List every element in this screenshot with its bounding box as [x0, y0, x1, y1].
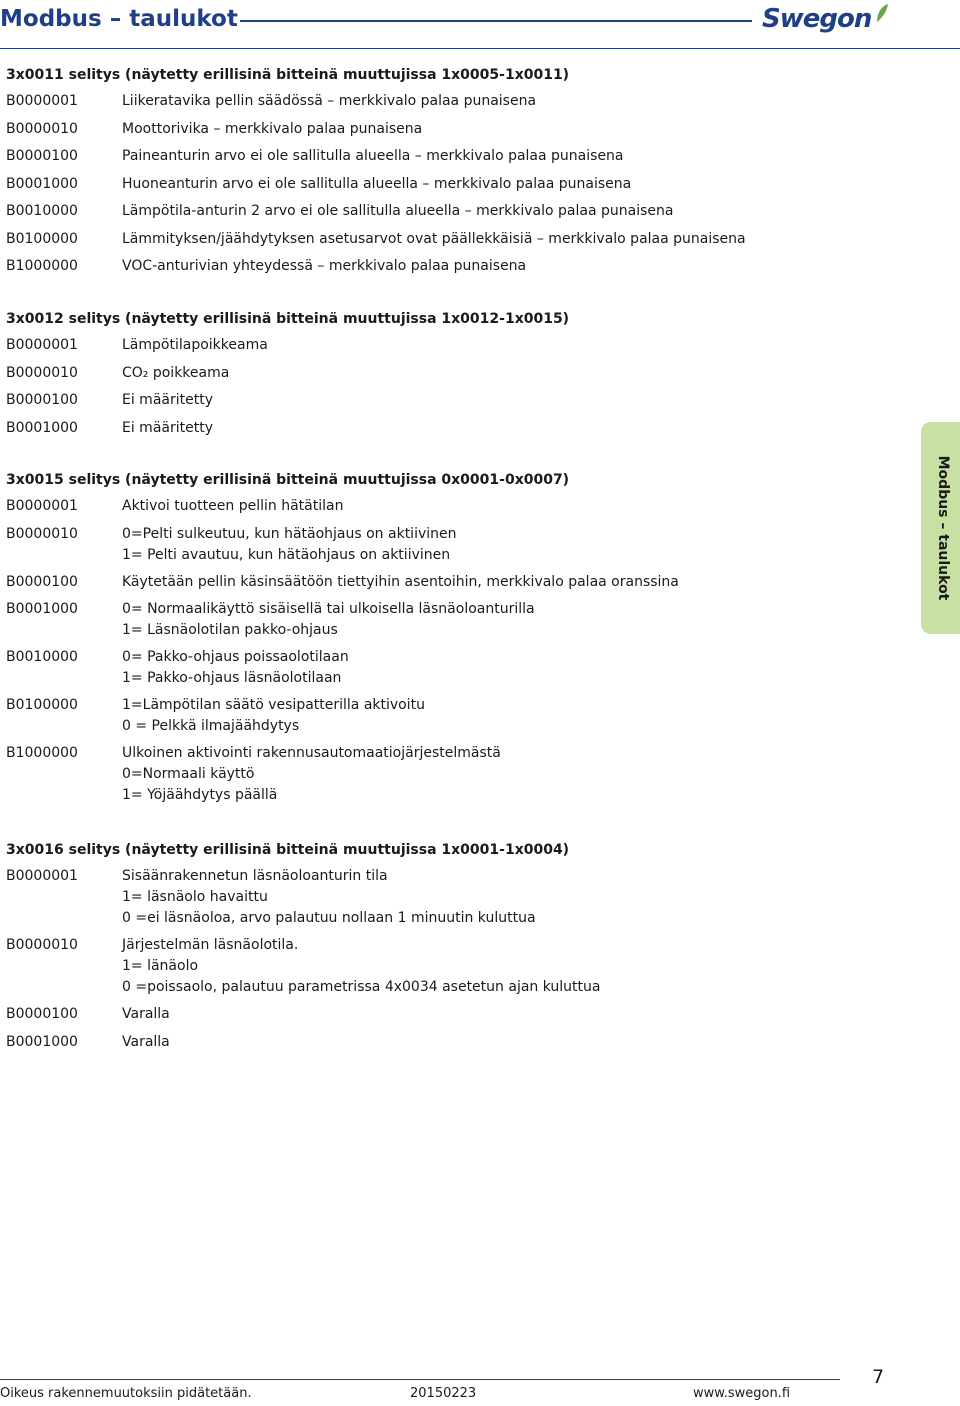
table-row	[6, 745, 906, 815]
bit-description: 0=Normaali käyttö	[122, 766, 255, 782]
table-row	[6, 231, 906, 259]
footer-date: 20150223	[410, 1386, 477, 1401]
bit-description: Aktivoi tuotteen pellin hätätilan	[122, 498, 344, 514]
table-row	[6, 1034, 906, 1062]
bit-code: B0000100	[6, 1006, 78, 1022]
table-row	[6, 574, 906, 602]
bit-code: B0000010	[6, 525, 78, 542]
bit-code: B0000001	[6, 337, 78, 353]
bit-description: Lämpötila-anturin 2 arvo ei ole sallitulla alueella – merkkivalo palaa punaisena	[122, 203, 674, 219]
bit-description: 0 =ei läsnäoloa, arvo palautuu nollaan 1 minuutin kuluttua	[122, 910, 536, 926]
bit-description: Käytetään pellin käsinsäätöön tiettyihin asentoihin, merkkivalo palaa oranssina	[122, 573, 679, 590]
bit-description: 1= Pakko-ohjaus läsnäolotilaan	[122, 670, 342, 686]
bit-code: B0000001	[6, 498, 78, 514]
section-title: 3x0012 selitys (näytetty erillisinä bitteinä muuttujissa 1x0012-1x0015)	[6, 311, 570, 327]
bit-description: 0= Pakko-ohjaus poissaolotilaan	[122, 649, 349, 665]
bit-description: 0=Pelti sulkeutuu, kun hätäohjaus on aktiivinen	[122, 525, 457, 542]
table-row	[6, 203, 906, 231]
bit-code: B0001000	[6, 601, 78, 617]
table-row	[6, 526, 906, 574]
bit-code: B0010000	[6, 203, 78, 219]
side-tab	[921, 422, 960, 634]
bit-description: Lämmityksen/jäähdytyksen asetusarvot ovat päällekkäisiä – merkkivalo palaa punaisena	[122, 230, 746, 247]
footer-rights: Oikeus rakennemuutoksiin pidätetään.	[0, 1386, 252, 1401]
bit-code: B0000100	[6, 148, 78, 164]
table-row	[6, 176, 906, 204]
table-row	[6, 697, 906, 745]
table-row	[6, 121, 906, 149]
bit-code: B0000010	[6, 120, 78, 137]
leaf-icon	[874, 2, 890, 24]
table-row	[6, 1006, 906, 1034]
table-row	[6, 420, 906, 448]
bit-description: 0= Normaalikäyttö sisäisellä tai ulkoisella läsnäoloanturilla	[122, 601, 535, 617]
table-row	[6, 601, 906, 649]
bit-description: Järjestelmän läsnäolotila.	[122, 937, 299, 953]
table-row	[6, 868, 906, 937]
bit-description: 1= Läsnäolotilan pakko-ohjaus	[122, 622, 338, 638]
section-title: 3x0011 selitys (näytetty erillisinä bitteinä muuttujissa 1x0005-1x0011)	[6, 67, 570, 83]
footer-rule	[0, 1379, 840, 1380]
table-row	[6, 937, 906, 1006]
bit-code: B0100000	[6, 230, 78, 247]
bit-code: B1000000	[6, 745, 78, 761]
swegon-logo	[762, 0, 892, 44]
bit-description: 0 =poissaolo, palautuu parametrissa 4x0034 asetetun ajan kuluttua	[122, 979, 601, 995]
bit-description: Ei määritetty	[122, 419, 213, 436]
section-3x0015	[6, 471, 906, 815]
bit-description: Sisäänrakennetun läsnäoloanturin tila	[122, 868, 388, 884]
table-row	[6, 649, 906, 697]
table-row	[6, 258, 906, 286]
bit-description: Ulkoinen aktivointi rakennusautomaatiojärjestelmästä	[122, 745, 501, 761]
footer-url: www.swegon.fi	[693, 1386, 791, 1401]
table-row	[6, 498, 906, 526]
bit-description: 0 = Pelkkä ilmajäähdytys	[122, 718, 300, 734]
section-title: 3x0015 selitys (näytetty erillisinä bitteinä muuttujissa 0x0001-0x0007)	[6, 472, 570, 488]
section-title: 3x0016 selitys (näytetty erillisinä bitteinä muuttujissa 1x0001-1x0004)	[6, 842, 570, 858]
bit-code: B0000010	[6, 364, 78, 381]
bit-code: B0001000	[6, 1033, 78, 1050]
bit-code: B0001000	[6, 419, 78, 436]
bit-code: B0000001	[6, 93, 78, 109]
bit-code: B0100000	[6, 697, 78, 713]
logo-text: Swegon	[762, 4, 872, 34]
bit-description: Moottorivika – merkkivalo palaa punaisena	[122, 120, 423, 137]
section-3x0012	[6, 310, 906, 447]
bit-description: 1= Pelti avautuu, kun hätäohjaus on aktiivinen	[122, 546, 451, 563]
page-title: Modbus – taulukot	[0, 6, 238, 32]
side-tab-label: Modbus – taulukot	[935, 455, 951, 601]
bit-description: Varalla	[122, 1006, 170, 1022]
bit-code: B0000010	[6, 937, 78, 953]
bit-description: Paineanturin arvo ei ole sallitulla alueella – merkkivalo palaa punaisena	[122, 148, 624, 164]
bit-description: Liikeratavika pellin säädössä – merkkivalo palaa punaisena	[122, 93, 537, 109]
bit-code: B0000001	[6, 868, 78, 884]
bit-description: 1= länäolo	[122, 958, 199, 974]
bit-code: B0000100	[6, 573, 78, 590]
table-row	[6, 365, 906, 393]
section-3x0016	[6, 841, 906, 1061]
bit-description: Huoneanturin arvo ei ole sallitulla alueella – merkkivalo palaa punaisena	[122, 175, 632, 192]
bit-code: B0000100	[6, 392, 78, 408]
bit-description: CO₂ poikkeama	[122, 364, 230, 381]
page-number: 7	[872, 1366, 885, 1388]
bit-description: 1= Yöjäähdytys päällä	[122, 787, 278, 803]
bit-code: B0001000	[6, 175, 78, 192]
section-3x0011	[6, 66, 906, 286]
table-row	[6, 337, 906, 365]
table-row	[6, 93, 906, 121]
bit-description: Ei määritetty	[122, 392, 213, 408]
table-row	[6, 392, 906, 420]
bit-description: VOC-anturivian yhteydessä – merkkivalo palaa punaisena	[122, 258, 527, 274]
header-rule	[240, 20, 752, 22]
bit-description: Varalla	[122, 1033, 170, 1050]
bit-code: B0010000	[6, 649, 78, 665]
table-row	[6, 148, 906, 176]
bit-description: 1=Lämpötilan säätö vesipatterilla aktivoitu	[122, 697, 425, 713]
bit-description: 1= läsnäolo havaittu	[122, 889, 268, 905]
bit-description: Lämpötilapoikkeama	[122, 337, 268, 353]
header-underline	[0, 48, 960, 49]
bit-code: B1000000	[6, 258, 78, 274]
